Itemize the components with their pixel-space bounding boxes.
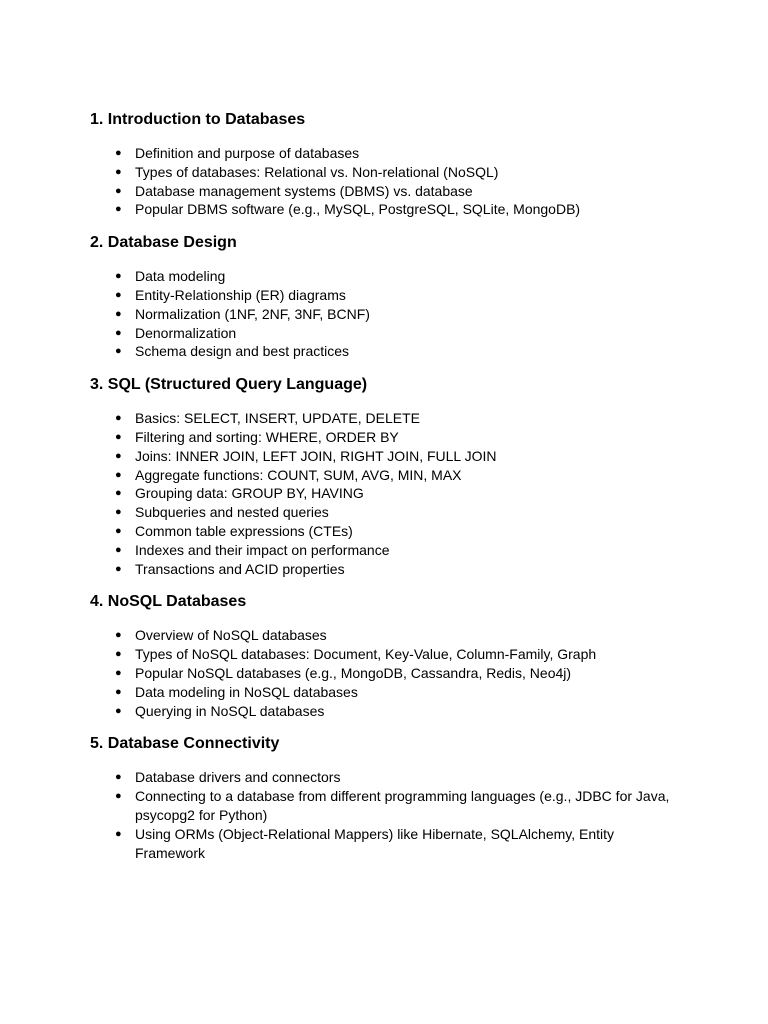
list-item-text: Common table expressions (CTEs) [135, 522, 353, 539]
bullet-icon: ● [115, 648, 122, 661]
bullet-icon: ● [115, 270, 122, 283]
list-item-text: Indexes and their impact on performance [135, 541, 390, 558]
bullet-icon: ● [115, 629, 122, 642]
bullet-icon: ● [115, 449, 122, 462]
bullet-icon: ● [115, 562, 122, 575]
list-item-text: Basics: SELECT, INSERT, UPDATE, DELETE [135, 410, 421, 427]
list-item-text: Denormalization [135, 324, 237, 341]
bullet-list [90, 144, 678, 219]
list-item [90, 560, 678, 579]
bullet-icon: ● [115, 704, 122, 717]
list-item-text: Types of databases: Relational vs. Non-relational (NoSQL) [135, 163, 499, 180]
list-item [90, 522, 678, 541]
list-item [90, 182, 678, 201]
list-item-text: Querying in NoSQL databases [135, 702, 325, 719]
bullet-icon: ● [115, 412, 122, 425]
list-item [90, 503, 678, 522]
list-item-text: Joins: INNER JOIN, LEFT JOIN, RIGHT JOIN, FULL JOIN [135, 447, 497, 464]
section-sql [90, 373, 678, 578]
list-item-text: Data modeling in NoSQL databases [135, 683, 358, 700]
bullet-icon: ● [115, 430, 122, 443]
list-item-text: Database drivers and connectors [135, 769, 341, 786]
bullet-list [90, 409, 678, 578]
section-introduction [90, 108, 678, 219]
list-item-text: Overview of NoSQL databases [135, 627, 327, 644]
bullet-icon: ● [115, 790, 122, 803]
list-item-text: Types of NoSQL databases: Document, Key-Value, Column-Family, Graph [135, 646, 597, 663]
section-heading: 2. Database Design [90, 234, 237, 252]
list-item [90, 768, 678, 787]
list-item-text: Subqueries and nested queries [135, 504, 329, 521]
list-item-text: Schema design and best practices [135, 343, 350, 360]
list-item [90, 702, 678, 721]
bullet-list [90, 626, 678, 720]
bullet-icon: ● [115, 288, 122, 301]
list-item-text: Filtering and sorting: WHERE, ORDER BY [135, 428, 399, 445]
list-item [90, 787, 678, 825]
list-item [90, 664, 678, 683]
list-item [90, 200, 678, 219]
bullet-icon: ● [115, 165, 122, 178]
bullet-icon: ● [115, 487, 122, 500]
bullet-icon: ● [115, 184, 122, 197]
bullet-icon: ● [115, 685, 122, 698]
bullet-icon: ● [115, 307, 122, 320]
list-item [90, 144, 678, 163]
list-item [90, 447, 678, 466]
list-item [90, 541, 678, 560]
section-database-design [90, 231, 678, 361]
bullet-icon: ● [115, 203, 122, 216]
list-item [90, 428, 678, 447]
list-item [90, 466, 678, 485]
list-item [90, 825, 678, 863]
list-item [90, 683, 678, 702]
section-connectivity [90, 732, 678, 862]
list-item [90, 163, 678, 182]
section-nosql [90, 590, 678, 720]
list-item-text: Definition and purpose of databases [135, 145, 360, 161]
list-item [90, 484, 678, 503]
section-heading: 5. Database Connectivity [90, 735, 280, 753]
list-item [90, 324, 678, 343]
bullet-icon: ● [115, 147, 122, 159]
list-item [90, 305, 678, 324]
list-item-text: Grouping data: GROUP BY, HAVING [135, 485, 364, 502]
bullet-icon: ● [115, 506, 122, 519]
bullet-icon: ● [115, 771, 122, 784]
bullet-icon: ● [115, 666, 122, 679]
bullet-icon: ● [115, 827, 122, 840]
bullet-icon: ● [115, 345, 122, 358]
list-item [90, 342, 678, 361]
list-item [90, 267, 678, 286]
bullet-list [90, 768, 678, 862]
bullet-icon: ● [115, 524, 122, 537]
list-item [90, 626, 678, 645]
list-item-text: Data modeling [135, 268, 226, 285]
list-item-text: Aggregate functions: COUNT, SUM, AVG, MIN, MAX [135, 466, 462, 483]
list-item-text: Entity-Relationship (ER) diagrams [135, 286, 346, 303]
list-item [90, 409, 678, 428]
list-item-text: Popular NoSQL databases (e.g., MongoDB, Cassandra, Redis, Neo4j) [135, 664, 572, 681]
list-item-text: Transactions and ACID properties [135, 560, 345, 577]
section-heading: 3. SQL (Structured Query Language) [90, 376, 368, 394]
bullet-icon: ● [115, 543, 122, 556]
list-item [90, 645, 678, 664]
list-item-text: Normalization (1NF, 2NF, 3NF, BCNF) [135, 305, 370, 322]
section-heading: 1. Introduction to Databases [90, 111, 306, 128]
list-item-text: Popular DBMS software (e.g., MySQL, PostgreSQL, SQLite, MongoDB) [135, 201, 581, 218]
bullet-icon: ● [115, 326, 122, 339]
bullet-icon: ● [115, 468, 122, 481]
list-item-text: Database management systems (DBMS) vs. database [135, 182, 473, 199]
section-heading: 4. NoSQL Databases [90, 593, 247, 611]
bullet-list [90, 267, 678, 361]
list-item [90, 286, 678, 305]
list-item-text: Using ORMs (Object-Relational Mappers) like Hibernate, SQLAlchemy, Entity Framework [135, 825, 615, 861]
list-item-text: Connecting to a database from different programming languages (e.g., JDBC for Java, psycopg2 for Python) [135, 788, 670, 823]
